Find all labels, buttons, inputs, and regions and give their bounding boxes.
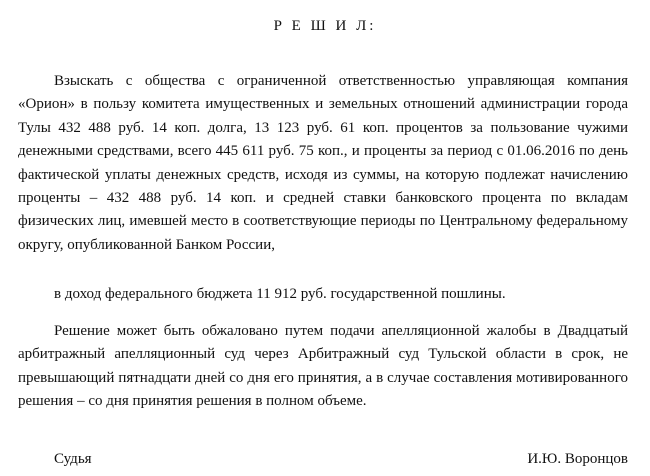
- decision-paragraph-state-duty: в доход федерального бюджета 11 912 руб. государственной пошлины.: [54, 286, 506, 302]
- decision-heading: Р Е Ш И Л:: [273, 18, 377, 34]
- decision-paragraph-appeal: Решение может быть обжаловано путем подачи апелляционной жалобы в Двадцатый арбитражный апелляционный суд через Арбитражный суд Тульской области в срок, не превышающий пятнадцати дней со дня его принятия, а в случае составления мотивированного решения – со дня принятия решения в полном объеме.: [18, 323, 628, 410]
- signature-role: Судья: [54, 451, 92, 467]
- decision-paragraph-recovery: Взыскать с общества с ограниченной ответственностью управляющая компания «Орион» в пользу комитета имущественных и земельных отношений администрации города Тулы 432 488 руб. 14 коп. долга, 13 123 руб. 61 коп. процентов за пользование чужими денежными средствами, всего 445 611 руб. 75 коп., и проценты за период с 01.06.2016 по день фактической уплаты денежных средств, исходя из суммы, на которую подлежат начислению проценты – 432 488 руб. 14 коп. и средней ставки банковского процента по вкладам физических лиц, имевшей место в соответствующие периоды по Центральному федеральному округу, опубликованной Банком России,: [18, 73, 628, 253]
- signature-name: И.Ю. Воронцов: [527, 451, 628, 467]
